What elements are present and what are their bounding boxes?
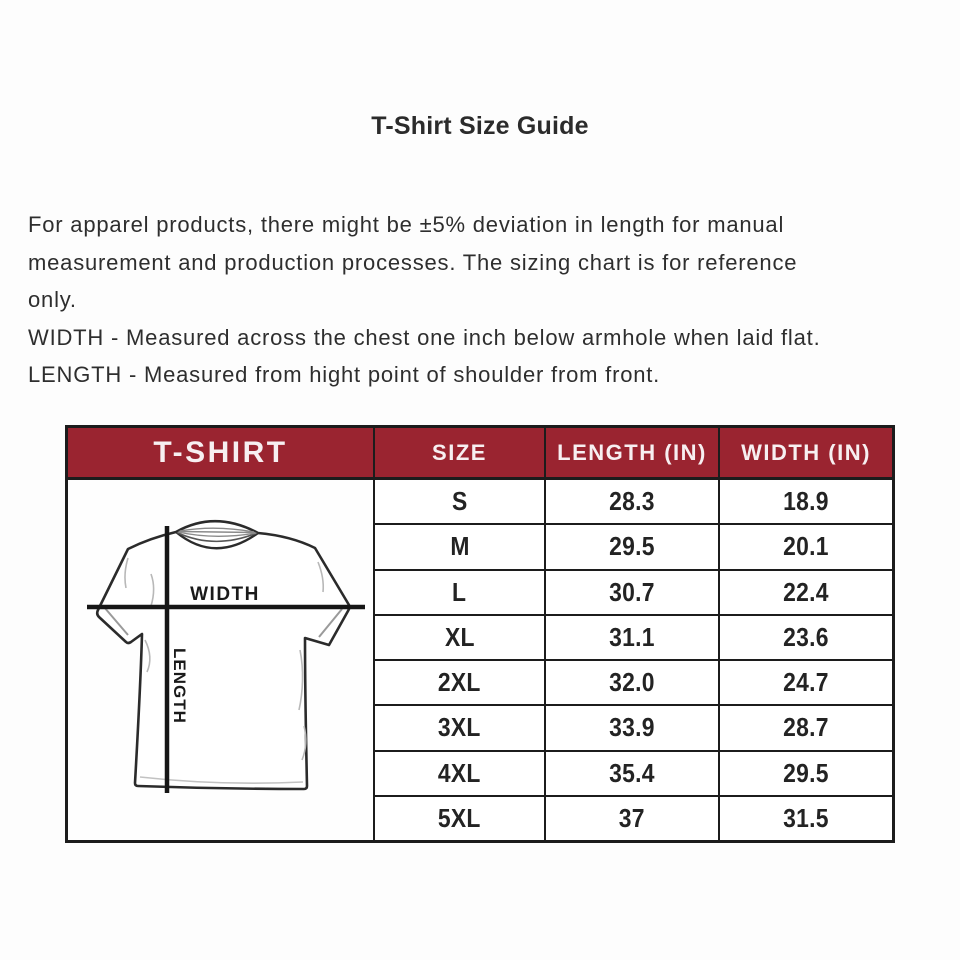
table-row — [375, 661, 892, 706]
tshirt-illustration — [68, 480, 373, 840]
intro-line: measurement and production processes. The sizing chart is for reference — [28, 249, 798, 275]
table-row — [375, 571, 892, 616]
cell-width: 28.7 — [783, 712, 829, 743]
cell-length: 28.3 — [546, 480, 720, 523]
length-definition: LENGTH - Measured from hight point of shoulder from front. — [28, 362, 661, 387]
header-product: T-SHIRT — [68, 428, 375, 477]
table-rows — [375, 480, 892, 840]
table-row — [375, 480, 892, 525]
cell-size: S — [375, 480, 546, 523]
cell-size: 4XL — [375, 752, 546, 795]
cell-size: 5XL — [375, 797, 546, 840]
cell-length: 35.4 — [546, 752, 720, 795]
header-size: SIZE — [375, 428, 546, 477]
header-width: WIDTH (IN) — [741, 439, 871, 465]
cell-width: 22.4 — [783, 576, 829, 607]
tshirt-diagram-cell — [68, 480, 375, 840]
width-definition: WIDTH - Measured across the chest one inch below armhole when laid flat. — [28, 324, 821, 350]
cell-length: 31.1 — [546, 616, 720, 659]
table-body — [68, 480, 892, 840]
table-header-row — [68, 428, 892, 480]
cell-length: 32.0 — [546, 661, 720, 704]
table-row — [375, 525, 892, 570]
cell-width: 18.9 — [783, 486, 829, 517]
table-row — [375, 797, 892, 840]
cell-width: 23.6 — [783, 621, 829, 652]
page-title: T-Shirt Size Guide — [371, 112, 589, 140]
intro-line: For apparel products, there might be ±5% deviation in length for manual — [28, 212, 785, 237]
cell-width: 31.5 — [783, 802, 829, 833]
cell-size: L — [375, 571, 546, 614]
intro-line: only. — [28, 287, 77, 312]
cell-width: 24.7 — [783, 667, 829, 698]
cell-size: XL — [375, 616, 546, 659]
cell-width: 20.1 — [783, 531, 829, 562]
cell-length: 30.7 — [546, 571, 720, 614]
cell-length: 29.5 — [546, 525, 720, 568]
length-diagram-label: LENGTH — [170, 648, 189, 724]
table-row — [375, 616, 892, 661]
cell-size: M — [375, 525, 546, 568]
cell-width: 29.5 — [783, 757, 829, 788]
cell-length: 37 — [546, 797, 720, 840]
intro-text — [28, 206, 944, 394]
width-diagram-label: WIDTH — [190, 584, 260, 605]
header-length: LENGTH (IN) — [546, 428, 720, 477]
cell-size: 3XL — [375, 706, 546, 749]
cell-size: 2XL — [375, 661, 546, 704]
cell-length: 33.9 — [546, 706, 720, 749]
size-chart-table — [65, 425, 895, 843]
collar-rib — [179, 532, 255, 533]
tshirt-body-outline — [97, 521, 349, 789]
table-row — [375, 752, 892, 797]
table-row — [375, 706, 892, 751]
